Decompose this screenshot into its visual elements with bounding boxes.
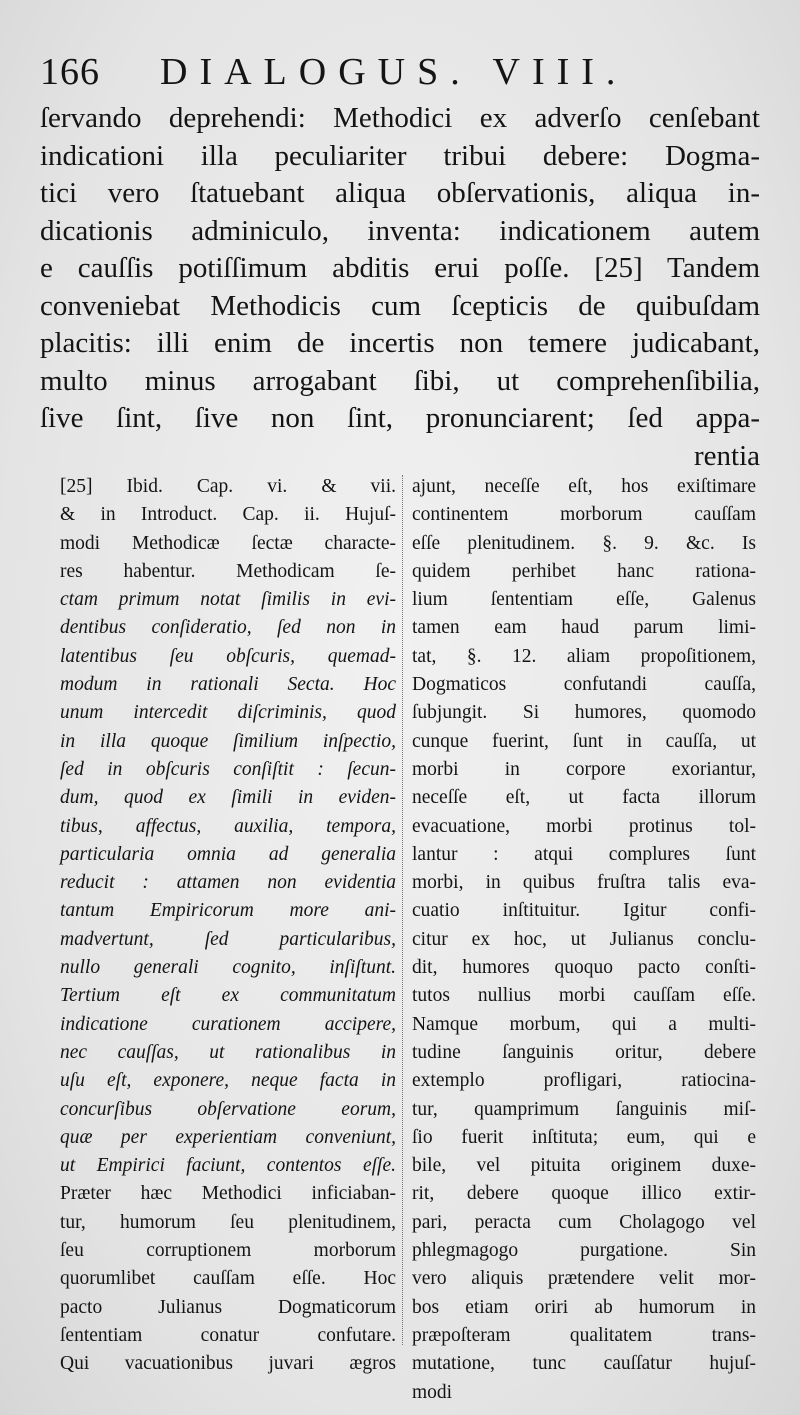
footnote-line: Qui vacuationibus juvari ægros	[60, 1353, 396, 1375]
footnote-line: Tertium eſt ex communitatum	[60, 985, 396, 1007]
footnote-line: quidem perhibet hanc rationa-	[412, 560, 756, 582]
footnote-line: eſſe plenitudinem. §. 9. &c. Is	[412, 532, 756, 554]
footnote-line: extemplo profligari, ratiocina-	[412, 1070, 756, 1092]
footnote-line: lantur : atqui complures ſunt	[412, 843, 756, 865]
footnote-line: modi	[412, 1381, 453, 1403]
footnote-line: tamen eam haud parum limi-	[412, 617, 756, 639]
footnote-line: ſententiam conatur confutare.	[60, 1324, 396, 1346]
footnote-line: phlegmagogo purgatione. Sin	[412, 1240, 756, 1262]
footnote-line: pacto Julianus Dogmaticorum	[60, 1296, 396, 1318]
footnote-line: rit, debere quoque illico extir-	[412, 1183, 756, 1205]
main-text-line: ſervando deprehendi: Methodici ex adverſo cenſebant	[40, 102, 760, 134]
footnote-left-column	[60, 473, 396, 1379]
footnote-line: tur, quamprimum ſanguinis miſ-	[412, 1098, 756, 1120]
footnote-line: bos etiam oriri ab humorum in	[412, 1296, 756, 1318]
footnote-line: pari, peracta cum Cholagogo vel	[412, 1211, 756, 1233]
footnote-line: tibus, affectus, auxilia, tempora,	[60, 815, 396, 837]
footnote-line: continentem morborum cauſſam	[412, 504, 756, 526]
footnote-line: res habentur. Methodicam ſe-	[60, 560, 396, 582]
footnote-line: Namque morbum, qui a multi-	[412, 1013, 756, 1035]
footnote-line: cuatio inſtituitur. Igitur confi-	[412, 900, 756, 922]
footnote-line: lium ſententiam eſſe, Galenus	[412, 589, 756, 611]
main-text-line: conveniebat Methodicis cum ſcepticis de quibuſdam	[40, 289, 760, 322]
footnote-line: mutatione, tunc cauſſatur hujuſ-	[412, 1353, 756, 1375]
footnote-line: ſeu corruptionem morborum	[60, 1240, 396, 1262]
footnote-line: nullo generali cognito, inſiſtunt.	[60, 957, 396, 979]
main-text-line: tici vero ſtatuebant aliqua obſervationis, aliqua in-	[40, 177, 760, 209]
main-text-line: multo minus arrogabant ſibi, ut comprehenſibilia,	[40, 364, 760, 397]
page-header	[40, 44, 760, 100]
footnote-line: dit, humores quoquo pacto conſti-	[412, 957, 756, 979]
main-text-line: dicationis adminiculo, inventa: indicationem autem	[40, 214, 760, 247]
footnote-line: uſu eſt, exponere, neque facta in	[60, 1070, 396, 1092]
footnote-right-column	[412, 473, 756, 1407]
footnote-line: tur, humorum ſeu plenitudinem,	[60, 1211, 396, 1233]
footnote-line: dum, quod ex ſimili in eviden-	[60, 787, 396, 809]
footnote-line: bile, vel pituita originem duxe-	[412, 1155, 756, 1177]
footnote-line: citur ex hoc, ut Julianus conclu-	[412, 928, 756, 950]
footnote-line: nec cauſſas, ut rationalibus in	[60, 1041, 396, 1063]
footnote-line: in illa quoque ſimilium inſpectio,	[60, 730, 396, 752]
footnote-line: ctam primum notat ſimilis in evi-	[60, 589, 396, 611]
main-text-line: indicationi illa peculiariter tribui debere: Dogma-	[40, 139, 760, 172]
main-text-line: ſive ſint, ſive non ſint, pronunciarent; ſed appa-	[40, 402, 760, 434]
footnote-line: morbi, in quibus fruſtra talis eva-	[412, 872, 756, 894]
footnote-line: ut Empirici faciunt, contentos eſſe.	[60, 1155, 396, 1177]
footnote-line: ſed in obſcuris conſiſtit : ſecun-	[60, 758, 396, 780]
main-text-block	[40, 100, 760, 475]
footnote-line: particularia omnia ad generalia	[60, 843, 396, 865]
footnote-line: madvertunt, ſed particularibus,	[60, 928, 396, 950]
main-text-line: placitis: illi enim de incertis non temere judicabant,	[40, 327, 760, 359]
footnote-line: ſio fuerit inſtituta; eum, qui e	[412, 1126, 756, 1148]
footnote-line: modi Methodicæ ſectæ characte-	[60, 532, 396, 554]
footnote-line: morbi in corpore exoriantur,	[412, 758, 756, 780]
footnote-line: evacuatione, morbi protinus tol-	[412, 815, 756, 837]
footnote-line: dentibus conſideratio, ſed non in	[60, 617, 396, 639]
footnote-line: tantum Empiricorum more ani-	[60, 900, 396, 922]
footnote-line: cunque fuerint, ſunt in cauſſa, ut	[412, 730, 756, 752]
footnote-line: vero aliquis prætendere velit mor-	[412, 1268, 756, 1290]
page-number: 166	[40, 51, 100, 93]
main-text-line: e cauſſis potiſſimum abditis erui poſſe. [25] Tandem	[40, 252, 760, 284]
footnote-line: indicatione curationem accipere,	[60, 1013, 396, 1035]
footnote-line: latentibus ſeu obſcuris, quemad-	[60, 645, 396, 667]
footnote-line: [25] Ibid. Cap. vi. & vii.	[60, 476, 396, 497]
running-title: DIALOGUS. VIII.	[160, 51, 628, 93]
footnote-line: modum in rationali Secta. Hoc	[60, 674, 396, 696]
footnote-line: quæ per experientiam conveniunt,	[60, 1126, 396, 1148]
footnote-line: tutos nullius morbi cauſſam eſſe.	[412, 985, 756, 1007]
footnote-line: præpoſteram qualitatem trans-	[412, 1324, 756, 1346]
footnote-line: neceſſe eſt, ut facta illorum	[412, 787, 756, 809]
column-divider	[402, 475, 403, 1345]
footnote-line: tudine ſanguinis oritur, debere	[412, 1041, 756, 1063]
footnote-line: Dogmaticos confutandi cauſſa,	[412, 674, 756, 696]
footnote-line: concurſibus obſervatione eorum,	[60, 1098, 396, 1120]
main-text-line: rentia	[693, 439, 760, 472]
footnote-line: ſubjungit. Si humores, quomodo	[412, 702, 756, 724]
footnote-line: quorumlibet cauſſam eſſe. Hoc	[60, 1268, 396, 1290]
footnote-line: ajunt, neceſſe eſt, hos exiſtimare	[412, 476, 756, 497]
footnote-line: tat, §. 12. aliam propoſitionem,	[412, 645, 756, 667]
footnote-line: reducit : attamen non evidentia	[60, 872, 396, 894]
footnote-line: unum intercedit diſcriminis, quod	[60, 702, 396, 724]
footnote-line: & in Introduct. Cap. ii. Hujuſ-	[60, 504, 396, 526]
footnote-line: Præter hæc Methodici inficiaban-	[60, 1183, 396, 1205]
